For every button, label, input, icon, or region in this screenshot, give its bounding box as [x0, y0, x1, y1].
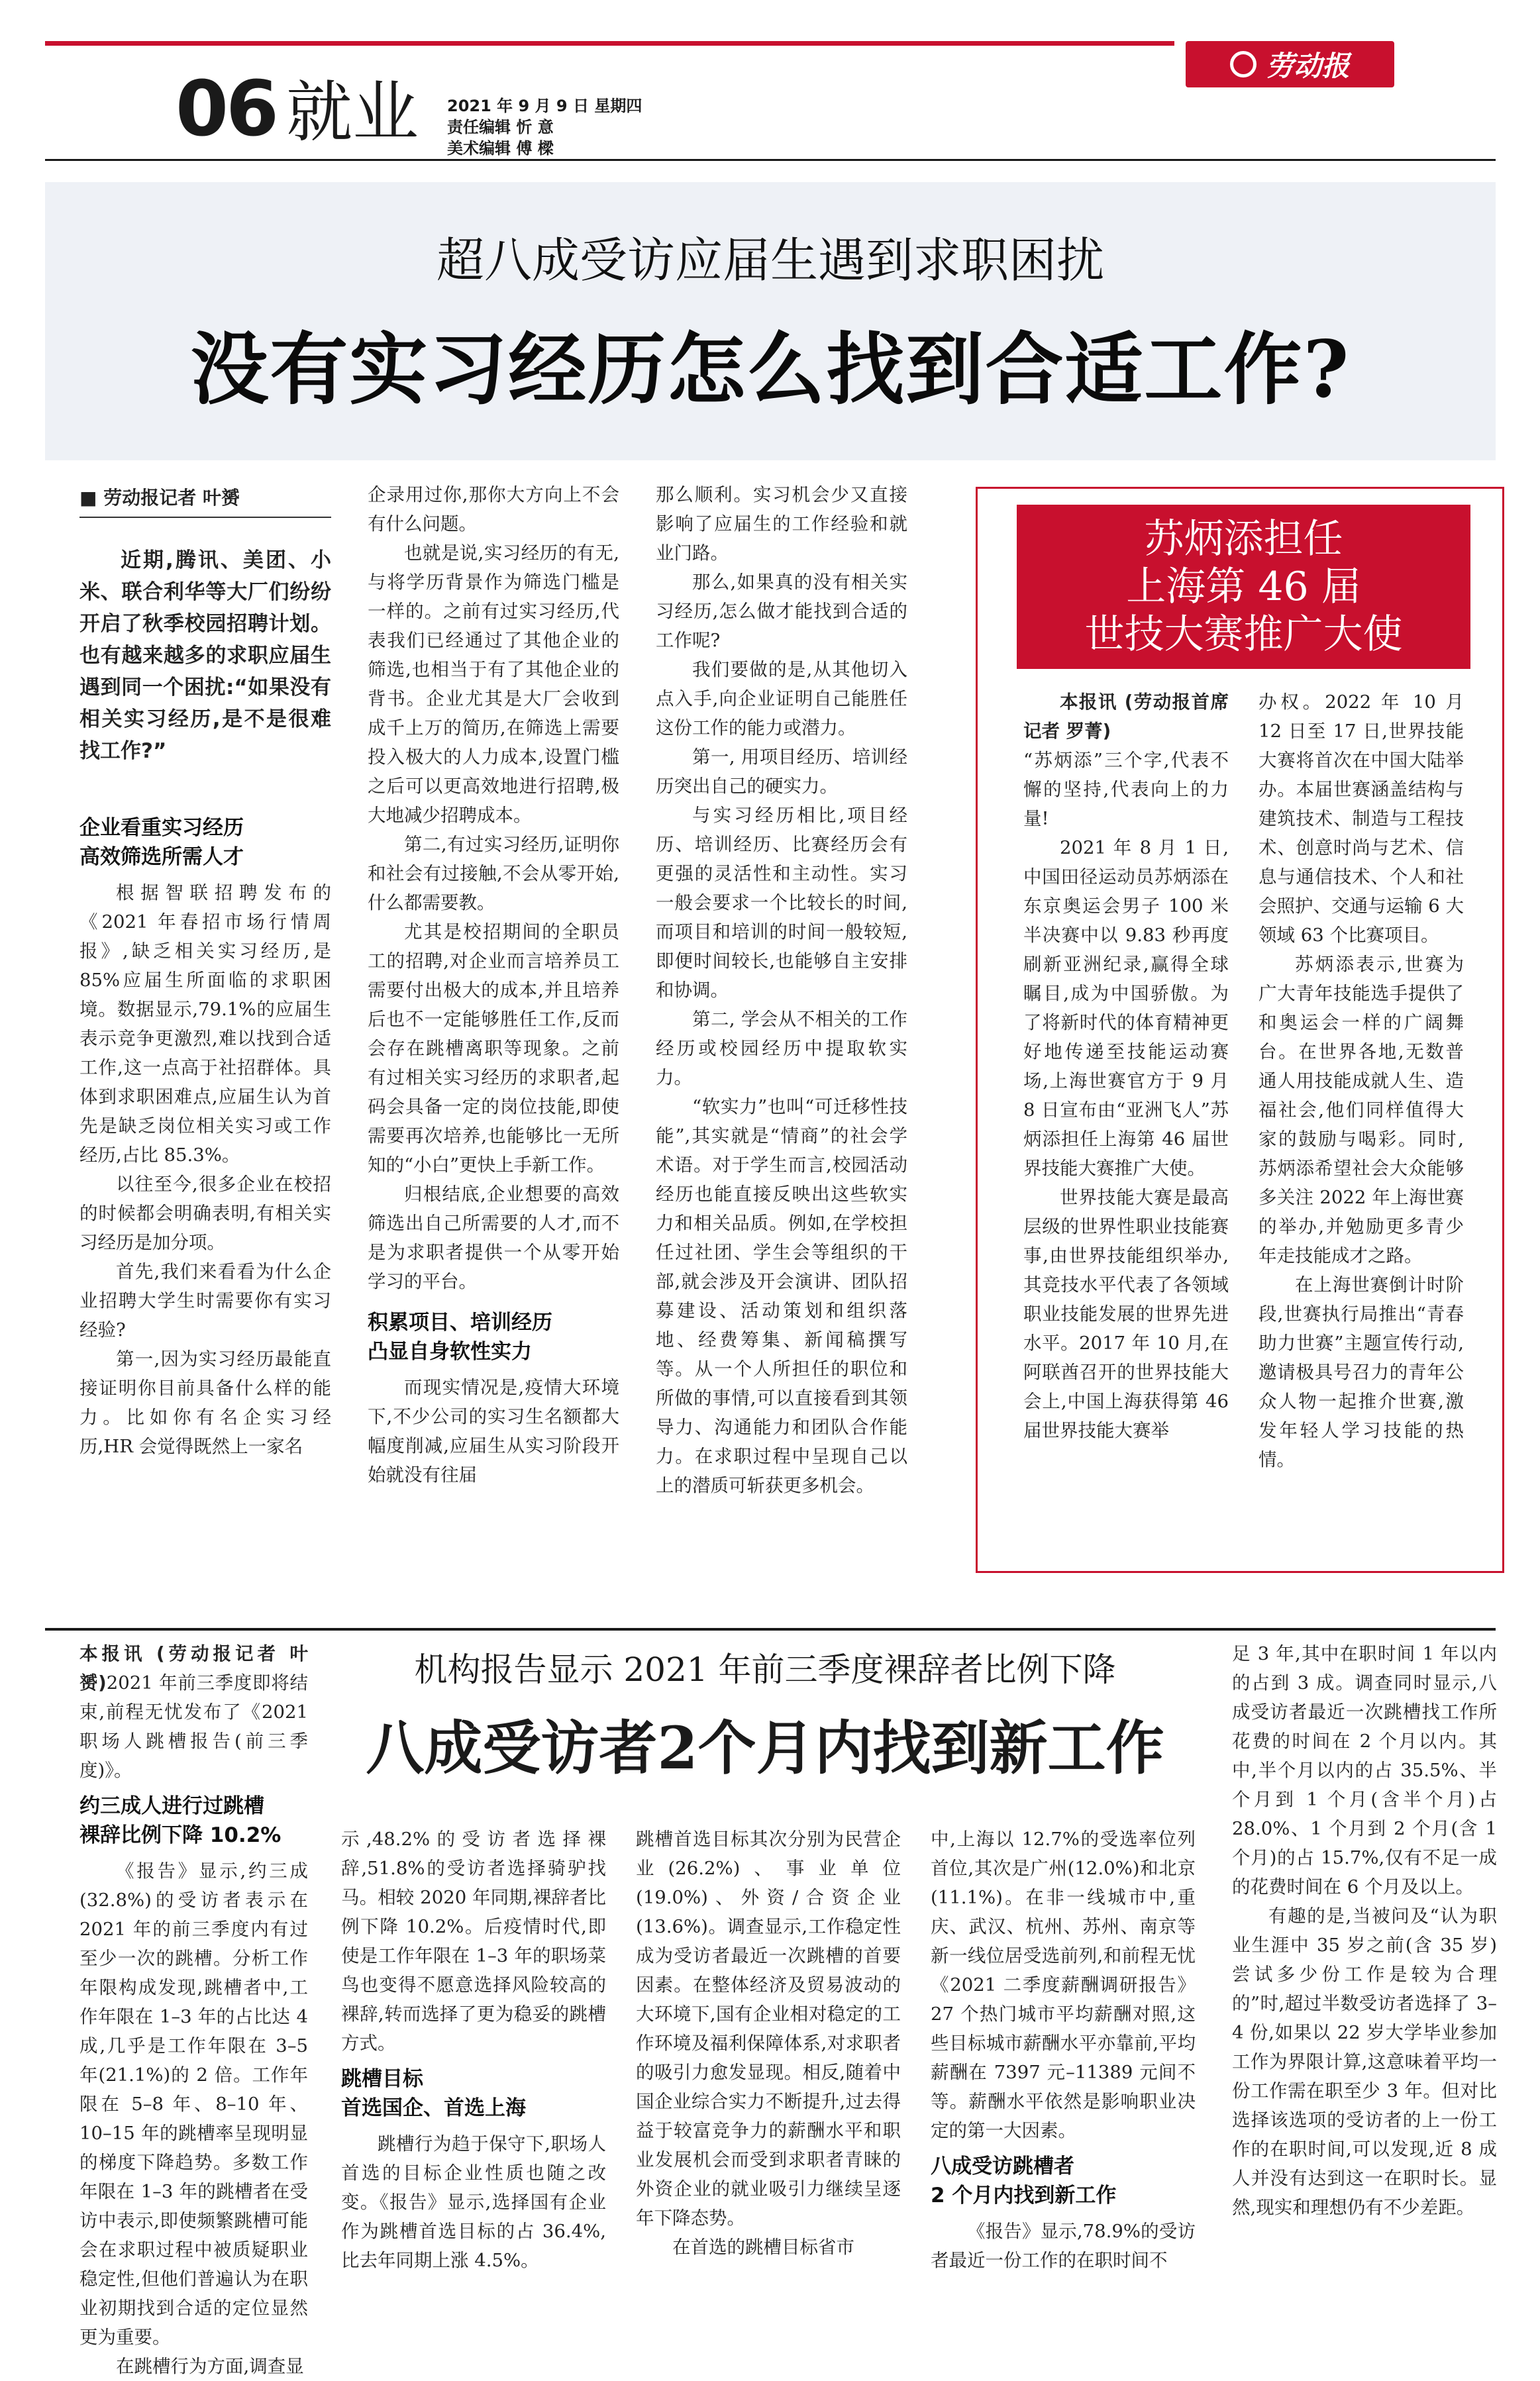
- top-rule: [45, 41, 1174, 46]
- article2-col3: [636, 1825, 901, 2295]
- sidebar-paragraph: 世界技能大赛是最高层级的世界性职业技能赛事,由世界技能组织举办,其竞技水平代表了各领域职业技能发展的世界先进水平。2017 年 10 月,在阿联酋召开的世界技能大会上,中国上海获得第 46 届世界技能大赛举: [1023, 1187, 1229, 1441]
- article1-byline: ■ 劳动报记者 叶赟: [79, 483, 331, 518]
- sidebar-col1: [1023, 687, 1229, 1562]
- article1-lead: 近期,腾讯、美团、小米、联合利华等大厂们纷纷开启了秋季校园招聘计划。也有越来越多的求职应届生遇到同一个困扰:“如果没有相关实习经历,是不是很难找工作?”: [79, 548, 331, 763]
- article2-col2: [341, 1825, 606, 2295]
- masthead-title: 劳动报: [1266, 50, 1350, 82]
- article2-paragraph: 《报告》显示,78.9%的受访者最近一份工作的在职时间不: [931, 2221, 1196, 2271]
- section-divider: [45, 1628, 1496, 1631]
- article1-kicker: 超八成受访应届生遇到求职困扰: [436, 232, 1104, 288]
- art-editor: 美术编辑 傅 樑: [447, 139, 554, 158]
- sidebar-paragraph: 苏炳添表示,世赛为广大青年技能选手提供了和奥运会一样的广阔舞台。在世界各地,无数普通人用技能成就人生、造福社会,他们同样值得大家的鼓励与喝彩。同时,苏炳添希望社会大众能够多关注 2022 年上海世赛的举办,并勉励更多青少年走技能成才之路。: [1258, 954, 1464, 1266]
- article2-subhead-1: 约三成人进行过跳槽 裸辞比例下降 10.2%: [79, 1794, 282, 1847]
- sidebar-col2: [1258, 687, 1464, 1562]
- article2-paragraph: 跳槽首选目标其次分别为民营企业(26.2%)、事业单位(19.0%)、外资/合资企业(13.6%)。调查显示,工作稳定性成为受访者最近一次跳槽的首要因素。在整体经济及贸易波动的大环境下,国有企业相对稳定的工作环境及福利保障体系,对求职者的吸引力愈发显现。相反,随着中国企业综合实力不断提升,过去得益于较富竞争力的薪酬水平和职业发展机会而受到求职者青睐的外资企业的就业吸引力继续呈逐年下降态势。: [636, 1829, 901, 2229]
- article1-paragraph: 那么顺利。实习机会少又直接影响了应届生的工作经验和就业门路。: [656, 484, 907, 564]
- article2-headline: 八成受访者2个月内找到新工作: [366, 1713, 1164, 1782]
- article1-paragraph: 那么,如果真的没有相关实习经历,怎么做才能找到合适的工作呢?: [656, 572, 907, 651]
- article2-subhead-3: 八成受访跳槽者 2 个月内找到新工作: [931, 2154, 1117, 2207]
- article2-col4: [931, 1825, 1196, 2295]
- article2-paragraph: 在首选的跳槽目标省市: [672, 2237, 854, 2258]
- article2-paragraph: 足 3 年,其中在职时间 1 年以内的占到 3 成。调查同时显示,八成受访者最近一次跳槽找工作所花费的时间在 2 个月以内。其中,半个月以内的占 35.5%、半个月到 1 个月(含半个月)占 28.0%、1 个月到 2 个月(含 1 个月)的占 15.7%,仅有不足一成的花费时间在 6 个月及以上。: [1232, 1643, 1497, 1898]
- article1-col3: [656, 480, 907, 1606]
- masthead-logo-icon: [1230, 51, 1257, 77]
- article1-paragraph: 第一, 用项目经历、培训经历突出自己的硬实力。: [656, 746, 907, 797]
- article1-headline: 没有实习经历怎么找到合适工作?: [190, 323, 1351, 415]
- article2-subhead-2: 跳槽目标 首选国企、首选上海: [341, 2067, 526, 2120]
- sidebar-paragraph: 2021 年 8 月 1 日,中国田径运动员苏炳添在东京奥运会男子 100 米半决赛中以 9.83 秒再度刷新亚洲纪录,赢得全球瞩目,成为中国骄傲。为了将新时代的体育精神更好地传递至技能运动赛场,上海世赛官方于 9 月 8 日宣布由“亚洲飞人”苏炳添担任上海第 46 届世界技能大赛推广大使。: [1023, 837, 1229, 1179]
- article2-kicker: 机构报告显示 2021 年前三季度裸辞者比例下降: [414, 1650, 1116, 1689]
- article1-paragraph: 第二, 学会从不相关的工作经历或校园经历中提取软实力。: [656, 1009, 907, 1088]
- article1-paragraph: 根据智联招聘发布的《2021 年春招市场行情周报》,缺乏相关实习经历,是 85%应届生所面临的求职困境。数据显示,79.1%的应届生表示竞争更激烈,难以找到合适工作,这一点高于社招群体。具体到求职困难点,应届生认为首先是缺乏岗位相关实习或工作经历,占比 85.3%。: [79, 882, 331, 1166]
- sidebar-byline: 本报讯 (劳动报首席记者 罗菁): [1023, 691, 1229, 742]
- sidebar-paragraph: 在上海世赛倒计时阶段,世赛执行局推出“青春助力世赛”主题宣传行动,邀请极具号召力的青年公众人物一起推介世赛,激发年轻人学习技能的热情。: [1258, 1274, 1464, 1470]
- article2-paragraph: 《报告》显示,约三成(32.8%)的受访者表示在 2021 年的前三季度内有过至少一次的跳槽。分析工作年限构成发现,跳槽者中,工作年限在 1–3 年的占比达 4 成,几乎是工作年限在 3–5 年(21.1%)的 2 倍。工作年限在 5–8 年、8–10 年、10–15 年的跳槽率呈现明显的梯度下降趋势。多数工作年限在 1–3 年的跳槽者在受访中表示,即使频繁跳槽可能会在求职过程中被质疑职业稳定性,但他们普遍认为在职业初期找到合适的定位显然更为重要。: [79, 1860, 308, 2348]
- article1-col2: [368, 480, 619, 1606]
- article1-paragraph: 而现实情况是,疫情大环境下,不少公司的实习生名额都大幅度削减,应届生从实习阶段开始就没有往届: [368, 1377, 619, 1486]
- masthead-box: [1186, 41, 1394, 87]
- article1-paragraph: 首先,我们来看看为什么企业招聘大学生时需要你有实习经验?: [79, 1261, 331, 1341]
- article1-paragraph: 我们要做的是,从其他切入点入手,向企业证明自己能胜任这份工作的能力或潜力。: [656, 659, 907, 738]
- article1-banner: [45, 182, 1496, 460]
- section-title: 就业: [286, 74, 419, 151]
- issue-date: 2021 年 9 月 9 日 星期四: [447, 97, 642, 115]
- sidebar-paragraph: 办权。2022 年 10 月 12 日至 17 日,世界技能大赛将首次在中国大陆举办。本届世赛涵盖结构与建筑技术、制造与工程技术、创意时尚与艺术、信息与通信技术、个人和社会照护、交通与运输 6 大领域 63 个比赛项目。: [1258, 691, 1464, 946]
- article2-paragraph: 跳槽行为趋于保守下,职场人首选的目标企业性质也随之改变。《报告》显示,选择国有企业作为跳槽首选目标的占 36.4%,比去年同期上涨 4.5%。: [341, 2133, 606, 2271]
- sidebar-headline: 苏炳添担任 上海第 46 届 世技大赛推广大使: [1084, 516, 1403, 658]
- article1-paragraph: 与实习经历相比,项目经历、培训经历、比赛经历会有更强的灵活性和主动性。实习一般会要求一个比较长的时间,而项目和培训的时间一般较短,即便时间较长,也能够自主安排和协调。: [656, 805, 907, 1001]
- article2-col1: [79, 1639, 308, 2377]
- page-number: 06: [176, 65, 277, 154]
- responsible-editor: 责任编辑 忻 意: [447, 118, 554, 136]
- article1-subhead-2: 积累项目、培训经历 凸显自身软性实力: [368, 1311, 552, 1364]
- sidebar-headline-box: [1017, 505, 1470, 669]
- header-baseline: [45, 159, 1496, 161]
- article1-paragraph: 也就是说,实习经历的有无,与将学历背景作为筛选门槛是一样的。之前有过实习经历,代表我们已经通过了其他企业的筛选,也相当于有了其他企业的背书。企业尤其是大厂会收到成千上万的简历,在筛选上需要投入极大的人力成本,设置门槛之后可以更高效地进行招聘,极大地减少招聘成本。: [368, 542, 619, 826]
- article1-col1: [79, 483, 331, 1609]
- article1-paragraph: 归根结底,企业想要的高效筛选出自己所需要的人才,而不是为求职者提供一个从零开始学习的平台。: [368, 1184, 619, 1292]
- article2-paragraph: 有趣的是,当被问及“认为职业生涯中 35 岁之前(含 35 岁)尝试多少份工作是较为合理的”时,超过半数受访者选择了 3–4 份,如果以 22 岁大学毕业参加工作为界限计算,这意味着平均一份工作需在职至少 3 年。但对比选择该选项的受访者的上一份工作的在职时间,可以发现,近 8 成人并没有达到这一在职时长。显然,现实和理想仍有不少差距。: [1232, 1905, 1497, 2218]
- sidebar-paragraph: “苏炳添”三个字,代表不懈的坚持,代表向上的力量!: [1023, 750, 1229, 829]
- article2-paragraph: 中,上海以 12.7%的受选率位列首位,其次是广州(12.0%)和北京(11.1%)。在非一线城市中,重庆、武汉、杭州、苏州、南京等新一线位居受选前列,和前程无忧《2021 二季度薪酬调研报告》27 个热门城市平均薪酬对照,这些目标城市薪酬水平亦靠前,平均薪酬在 7397 元–11389 元间不等。薪酬水平依然是影响职业决定的第一大因素。: [931, 1829, 1196, 2141]
- article2-paragraph: 示,48.2%的受访者选择裸辞,51.8%的受访者选择骑驴找马。相较 2020 年同期,裸辞者比例下降 10.2%。后疫情时代,即使是工作年限在 1–3 年的职场菜鸟也变得不愿意选择风险较高的裸辞,转而选择了更为稳妥的跳槽方式。: [341, 1829, 606, 2054]
- article2-byline: 本报讯 (劳动报记者 叶赟): [79, 1643, 308, 1694]
- article1-subhead-1: 企业看重实习经历 高效筛选所需人才: [79, 816, 244, 869]
- article1-paragraph: 以往至今,很多企业在校招的时候都会明确表明,有相关实习经历是加分项。: [79, 1174, 331, 1253]
- article1-paragraph: 第二,有过实习经历,证明你和社会有过接触,不会从零开始,什么都需要教。: [368, 834, 619, 913]
- article2-col5: [1232, 1639, 1497, 2295]
- article2-paragraph: 2021 年前三季度即将结束,前程无忧发布了《2021 职场人跳槽报告(前三季度)》。: [79, 1672, 308, 1781]
- article2-paragraph: 在跳槽行为方面,调查显: [116, 2356, 304, 2377]
- article1-paragraph: “软实力”也叫“可迁移性技能”,其实就是“情商”的社会学术语。对于学生而言,校园活动经历也能直接反映出这些软实力和相关品质。例如,在学校担任过社团、学生会等组织的干部,就会涉及开会演讲、团队招募建设、活动策划和组织落地、经费筹集、新闻稿撰写等。从一个人所担任的职位和所做的事情,可以直接看到其领导力、沟通能力和团队合作能力。在求职过程中呈现自己以上的潜质可斩获更多机会。: [656, 1096, 907, 1496]
- article1-paragraph: 第一,因为实习经历最能直接证明你目前具备什么样的能力。比如你有名企实习经历,HR 会觉得既然上一家名: [79, 1348, 331, 1457]
- article1-paragraph: 尤其是校招期间的全职员工的招聘,对企业而言培养员工需要付出极大的成本,并且培养后也不一定能够胜任工作,反而会存在跳槽离职等现象。之前有过相关实习经历的求职者,起码会具备一定的岗位技能,即使需要再次培养,也能够比一无所知的“小白”更快上手新工作。: [368, 921, 619, 1176]
- article1-paragraph: 企录用过你,那你大方向上不会有什么问题。: [368, 484, 619, 534]
